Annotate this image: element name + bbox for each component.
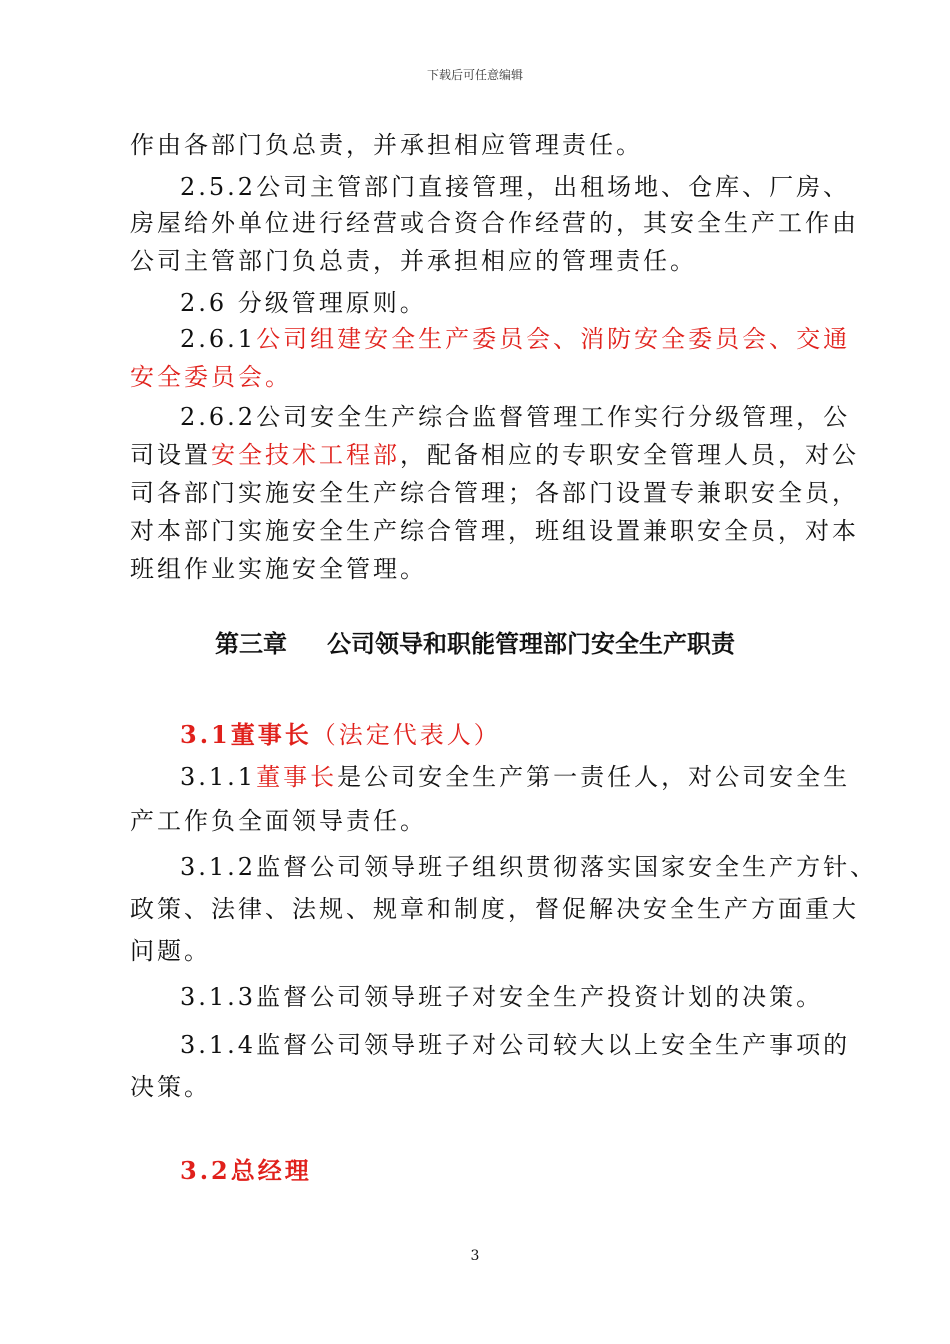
text-line: 公司主管部门负总责，并承担相应的管理责任。 [130,247,697,275]
text-line: 3.1.3监督公司领导班子对安全生产投资计划的决策。 [180,983,824,1011]
text-line: 2.6.2公司安全生产综合监督管理工作实行分级管理，公 [180,403,851,431]
clause-number: 3.1.1 [180,763,257,791]
text-line: 对本部门实施安全生产综合管理，班组设置兼职安全员，对本 [130,517,859,545]
text-line: 司各部门实施安全生产综合管理；各部门设置专兼职安全员， [130,479,859,507]
section-heading: 3.2总经理 [180,1156,312,1185]
highlighted-text: 安全委员会。 [130,363,292,391]
text-span: 是公司安全生产第一责任人，对公司安全生 [337,763,851,791]
text-line: 产工作负全面领导责任。 [130,807,427,835]
chapter-number: 第三章 [215,630,287,658]
text-line [180,318,880,360]
text-line: 房屋给外单位进行经营或合资合作经营的，其安全生产工作由 [130,209,859,237]
section-title: 董事长 [230,720,312,749]
text-line: 决策。 [130,1073,211,1101]
text-line: 问题。 [130,937,211,965]
text-line: 作由各部门负总责，并承担相应管理责任。 [130,131,643,159]
section-subtitle: （法定代表人） [311,721,501,749]
highlighted-text: 董事长 [256,763,338,791]
text-line [130,434,859,476]
highlighted-text: 公司组建安全生产委员会、消防安全委员会、交通 [256,325,851,353]
clause-number: 2.6.1 [180,325,257,353]
text-line: 2.5.2公司主管部门直接管理，出租场地、仓库、厂房、 [180,173,851,201]
text-line: 3.1.2监督公司领导班子组织贯彻落实国家安全生产方针、 [180,853,878,881]
text-line: 3.1.4监督公司领导班子对公司较大以上安全生产事项的 [180,1031,851,1059]
text-line: 政策、法律、法规、规章和制度，督促解决安全生产方面重大 [130,895,859,923]
text-line [180,756,880,798]
text-span: 司设置 [130,441,211,469]
section-heading [180,714,880,756]
highlighted-text: 安全技术工程部 [211,441,400,469]
page-header: 下载后可任意编辑 [426,68,523,82]
page-number: 3 [470,1248,480,1264]
chapter-title: 公司领导和职能管理部门安全生产职责 [327,630,735,658]
chapter-heading [0,624,950,664]
text-line: 2.6 分级管理原则。 [180,289,427,317]
text-line: 班组作业实施安全管理。 [130,555,427,583]
text-span: ，配备相应的专职安全管理人员，对公 [400,441,859,469]
section-number: 3.1 [180,720,231,749]
